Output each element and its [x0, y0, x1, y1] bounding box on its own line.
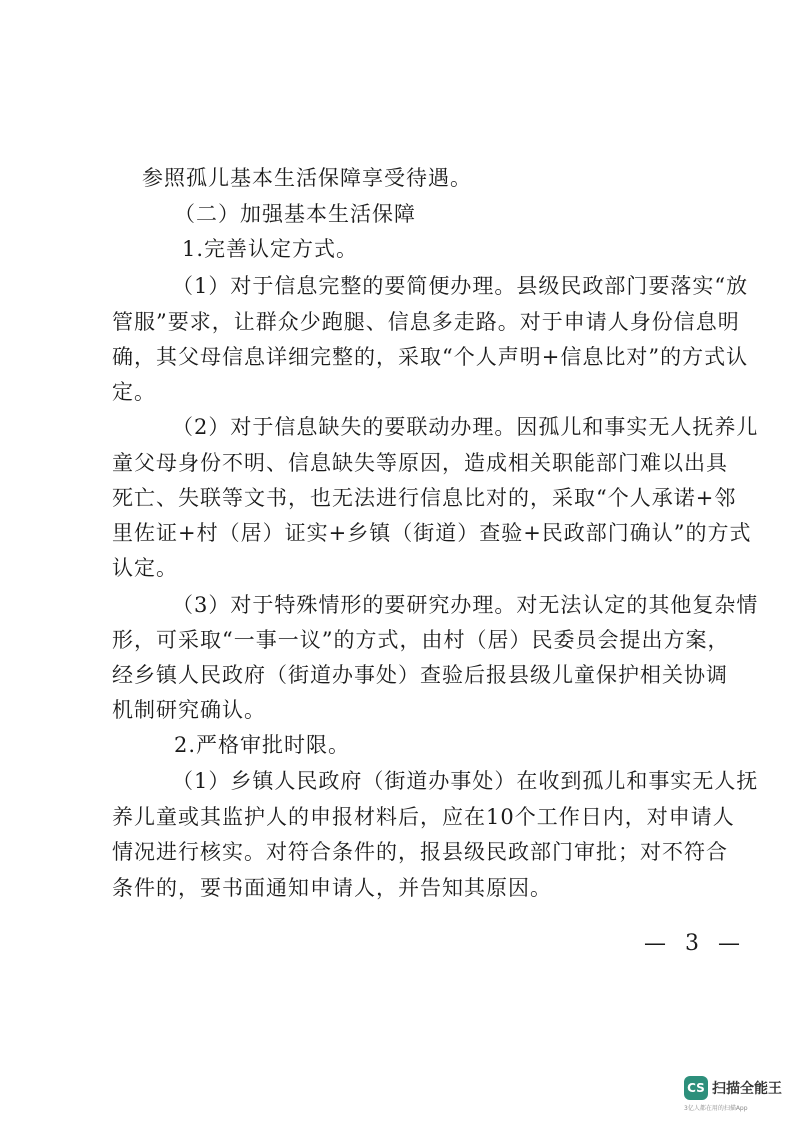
text-line: 童父母身份不明、信息缺失等原因，造成相关职能部门难以出具 [112, 451, 728, 475]
section-heading: （二）加强基本生活保障 [174, 202, 416, 226]
text-line: 里佐证+村（居）证实+乡镇（街道）查验+民政部门确认”的方式 [112, 521, 752, 545]
text-line: 经乡镇人民政府（街道办事处）查验后报县级儿童保护相关协调 [112, 663, 728, 687]
page-number: — 3 — [644, 931, 746, 956]
text-line: （2）对于信息缺失的要联动办理。因孤儿和事实无人抚养儿 [172, 415, 759, 439]
text-line: （1）对于信息完整的要简便办理。县级民政部门要落实“放 [172, 274, 749, 298]
text-line: 确，其父母信息详细完整的，采取“个人声明+信息比对”的方式认 [112, 345, 749, 369]
text-line: 机制研究确认。 [112, 698, 266, 722]
text-line: 养儿童或其监护人的申报材料后，应在10个工作日内，对申请人 [112, 805, 735, 829]
subsection-heading: 1.完善认定方式。 [182, 237, 359, 261]
text-line: 管服”要求，让群众少跑腿、信息多走路。对于申请人身份信息明 [112, 310, 740, 334]
text-line: （1）乡镇人民政府（街道办事处）在收到孤儿和事实无人抚 [172, 769, 759, 793]
text-line: 参照孤儿基本生活保障享受待遇。 [142, 166, 472, 190]
watermark-app-name: 扫描全能王 [712, 1081, 782, 1097]
text-line: 认定。 [112, 556, 178, 580]
text-line: 条件的，要书面通知申请人，并告知其原因。 [112, 876, 552, 900]
watermark-tagline: 3亿人都在用的扫描App [684, 1105, 748, 1112]
camscanner-logo-icon: CS [684, 1076, 708, 1100]
text-line: （3）对于特殊情形的要研究办理。对无法认定的其他复杂情 [172, 593, 759, 617]
text-line: 定。 [112, 380, 156, 404]
text-line: 形，可采取“一事一议”的方式，由村（居）民委员会提出方案， [112, 628, 730, 652]
scanner-watermark [684, 1076, 784, 1112]
text-line: 情况进行核实。对符合条件的，报县级民政部门审批；对不符合 [112, 840, 728, 864]
subsection-heading: 2.严格审批时限。 [174, 733, 351, 757]
text-line: 死亡、失联等文书，也无法进行信息比对的，采取“个人承诺+邻 [112, 486, 737, 510]
